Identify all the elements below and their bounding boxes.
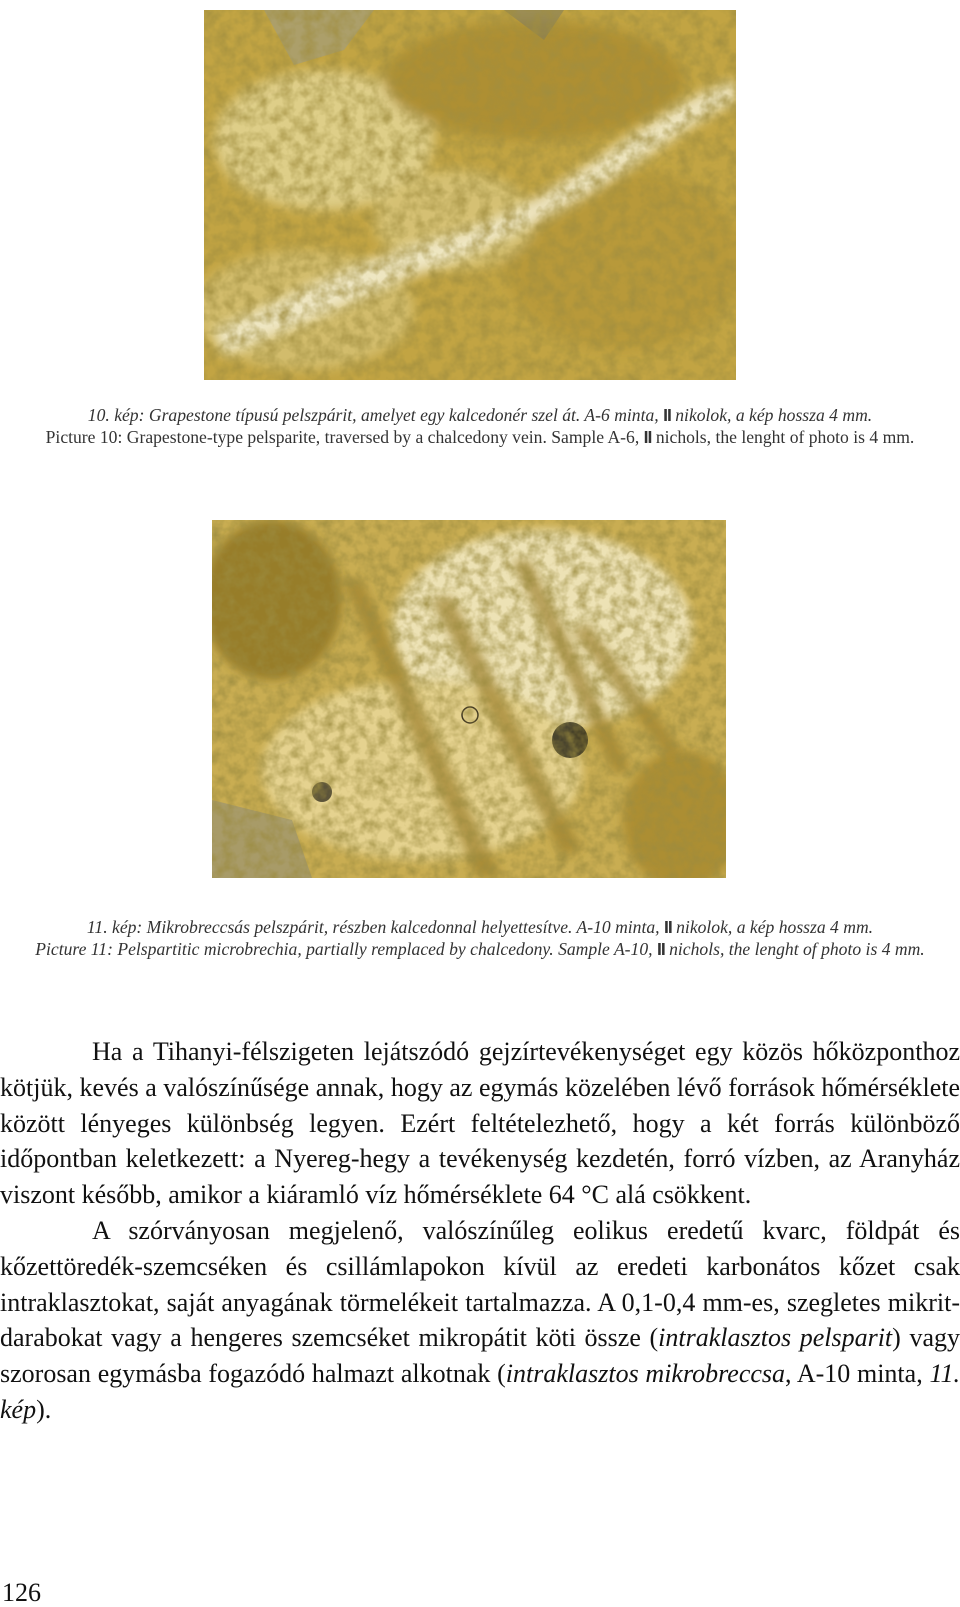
figure-10-caption-en: Picture 10: Grapestone-type pelsparite, traversed by a chalcedony vein. Sample A-6, II nichols, the lenght of photo is 4 mm. xyxy=(45,427,915,447)
figure-11-photo xyxy=(212,520,726,878)
figure-10-caption xyxy=(10,404,950,448)
body-paragraph-1: Ha a Tihanyi-félszigeten lejátszódó gejzírtevékenységet egy közös hőközponthoz kötjük, kevés a valószínűsége annak, hogy az egymás közelében lévő források hőmérséklete között lényeges különbség legyen. Ezért feltételezhető, hogy a két forrás különböző időpontban keletkezett: a Nyereg-hegy a tevékenység kezdetén, forró vízben, az Aranyház viszont később, amikor a kiáramló víz hőmérséklete 64 °C alá csökkent. xyxy=(0,1037,960,1210)
parallel-symbol: II xyxy=(663,405,671,425)
term-intraklasztos-pelsparit: intraklasztos pelsparit xyxy=(658,1323,893,1353)
figure-10-caption-hu: 10. kép: Grapestone típusú pelszpárit, amelyet egy kalcedonér szel át. A-6 minta, II nikolok, a kép hossza 4 mm. xyxy=(87,405,873,425)
parallel-symbol: II xyxy=(643,427,652,447)
figure-reference: 11. kép xyxy=(0,1359,960,1424)
parallel-symbol: II xyxy=(663,917,672,937)
figure-10-photo xyxy=(204,10,736,380)
figure-11-caption xyxy=(10,916,950,960)
term-intraklasztos-mikrobreccsa: intraklasztos mikrobreccsa xyxy=(505,1359,786,1389)
figure-11-caption-hu: 11. kép: Mikrobreccsás pelszpárit, részben kalcedonnal helyettesítve. A-10 minta, II nikolok, a kép hossza 4 mm. xyxy=(86,917,874,937)
body-paragraph-2: A szórványosan megjelenő, valószínűleg eolikus eredetű kvarc, földpát és kőzettöredék-szemcséken és csillámlapokon kívül az eredeti karbonátos kőzet csak intraklasztokat, saját anyagának törmelékeit tartalmazza. A 0,1-0,4 mm-es, szegletes mikrit-darabokat vagy a hengeres szemcséket mikropátit köti össze (intraklasztos pelsparit) vagy szorosan egymásba fogazódó halmazt alkotnak (intraklasztos mikrobreccsa, A-10 minta, 11. kép). xyxy=(0,1215,960,1424)
figure-11-caption-en: Picture 11: Pelspartitic microbrechia, partially remplaced by chalcedony. Sample A-10, II nichols, the lenght of photo is 4 mm. xyxy=(35,939,925,959)
parallel-symbol: II xyxy=(656,939,665,959)
body-text xyxy=(0,1034,960,1428)
page-number: 126 xyxy=(2,1578,41,1607)
